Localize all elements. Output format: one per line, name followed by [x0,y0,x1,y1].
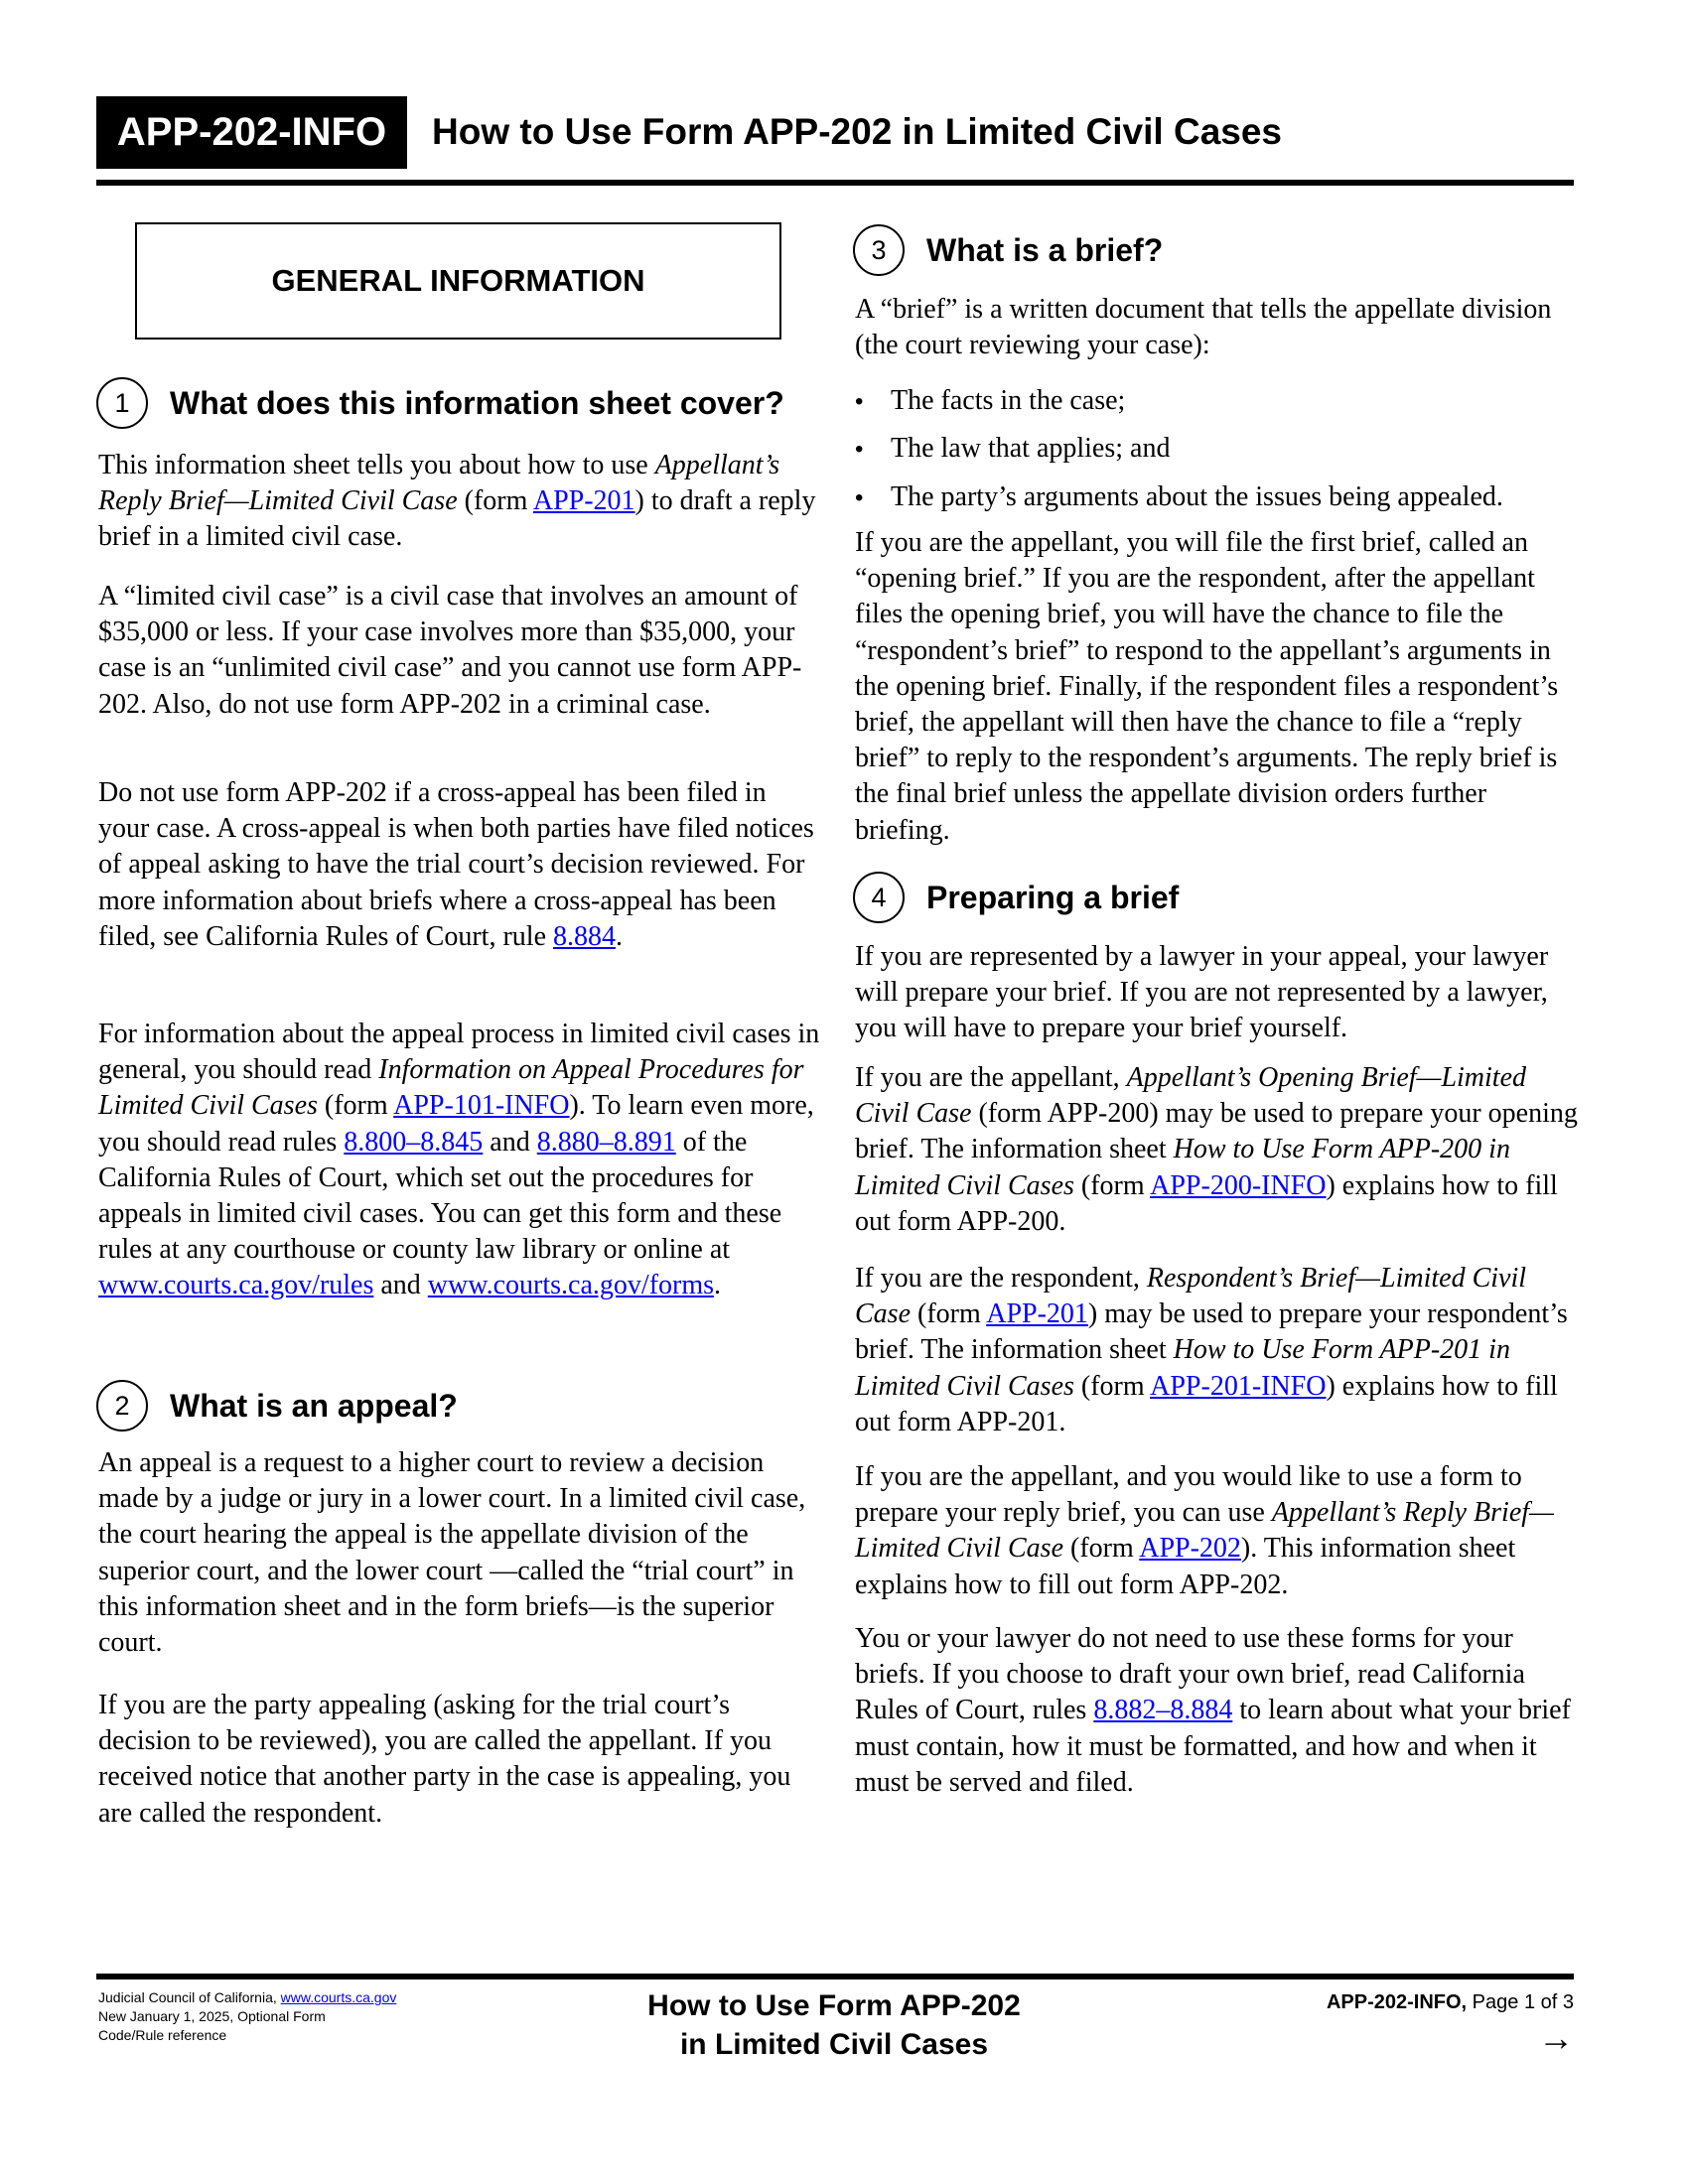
section-4-heading [853,872,1179,923]
link-app-201-info[interactable]: APP-201-INFO [1150,1370,1327,1402]
text: ) may be used to prepare your respondent’s brief. The information sheet [855,1298,1568,1366]
bullet-item [855,383,1125,420]
section-title: What does this information sheet cover? [170,385,784,421]
form-title: Information on Appeal Procedures for Limited Civil Cases [98,1054,804,1122]
link-app-101-info[interactable]: APP-101-INFO [393,1090,570,1122]
section-title: What is a brief? [926,232,1164,268]
s1-paragraph-2: A “limited civil case” is a civil case that involves an amount of $35,000 or less. If your case involves more than $35,000, your case is an “unlimited civil case” and you cannot use form APP-202. Also, do not use form APP-202 in a criminal case. [98,581,802,720]
link-courts-forms[interactable]: www.courts.ca.gov/forms [427,1270,715,1301]
footer-title [586,1986,1082,2064]
link-app-202[interactable]: APP-202 [1139,1533,1241,1565]
section-number-circle: 3 [853,224,905,276]
bullet-text: The party’s arguments about the issues being appealed. [891,481,1503,512]
s4-paragraph-5 [855,1621,1578,1801]
next-page-arrow-icon: → [1538,2017,1574,2058]
text: If you are the respondent, [855,1263,1147,1294]
page-number: Page 1 of 3 [1467,1991,1574,2013]
text: ). This information sheet explains how to fill out form APP-202. [855,1533,1516,1600]
link-app-201[interactable]: APP-201 [986,1298,1088,1330]
form-title: Appellant’s Reply Brief—Limited Civil Case [98,450,780,517]
s4-paragraph-4 [855,1459,1578,1603]
s4-paragraph-1: If you are represented by a lawyer in your appeal, your lawyer will prepare your brief. If you are not represented by a lawyer, you will have to prepare your brief yourself. [855,941,1549,1044]
text: of the California Rules of Court, which set out the procedures for appeals in limited civil cases. You can get this form and these rules at any courthouse or county law library or online at [98,1126,782,1266]
text: (form [911,1298,987,1330]
text: (form [317,1090,394,1122]
link-rules-8-882[interactable]: 8.882–8.884 [1093,1695,1233,1726]
form-title: How to Use Form APP-200 in Limited Civil Cases [855,1134,1510,1201]
text: For information about the appeal process in limited civil cases in general, you should read [98,1019,820,1086]
s4-paragraph-3 [855,1261,1578,1440]
text: (form [1073,1370,1151,1402]
s3-paragraph-1: A “brief” is a written document that tells the appellate division (the court reviewing your case): [855,294,1552,361]
text: ) to draft a reply brief in a limited civil case. [98,485,816,553]
link-rules-8-880[interactable]: 8.880–8.891 [536,1126,676,1158]
footer-title-line-1: How to Use Form APP-202 [647,1989,1021,2022]
text: and [373,1270,428,1301]
link-rule-8-884[interactable]: 8.884 [553,920,616,952]
footer-org: Judicial Council of California, [98,1989,281,2005]
text: (form [1073,1169,1151,1201]
footer-date: New January 1, 2025, Optional Form [98,2008,326,2024]
link-rules-8-800[interactable]: 8.800–8.845 [344,1126,484,1158]
s1-paragraph-4 [98,1017,821,1304]
s1-paragraph-1 [98,448,821,556]
text: You or your lawyer do not need to use these forms for your briefs. If you choose to draft your own brief, read California Rules of Court, rules [855,1623,1525,1726]
s4-paragraph-2 [855,1060,1578,1240]
bullet-icon: • [855,484,864,511]
footer-rule [96,1974,1574,1979]
text: (form [1063,1533,1140,1565]
footer-form-id: APP-202-INFO, [1326,1991,1468,2013]
section-number-circle: 2 [96,1380,148,1432]
text: Do not use form APP-202 if a cross-appeal has been filed in your case. A cross-appeal is when both parties have filed notices of appeal asking to have the trial court’s decision reviewed. For more information about briefs where a cross-appeal has been filed, see California Rules of Court, rule [98,777,814,952]
form-title: How to Use Form APP-201 in Limited Civil Cases [855,1334,1510,1402]
section-2-heading [96,1380,458,1432]
text: to learn about what your brief must contain, how it must be formatted, and how and when it must be served and filed. [855,1695,1571,1798]
bullet-item [855,431,1170,468]
footer-courts-link[interactable]: www.courts.ca.gov [280,1989,397,2005]
link-app-201[interactable]: APP-201 [532,485,635,517]
footer-page-info [1327,1988,1574,2060]
document-title: How to Use Form APP-202 in Limited Civil Cases [432,111,1283,152]
footer-title-line-2: in Limited Civil Cases [679,2028,989,2061]
footer-rule-reference: Code/Rule reference [98,2027,227,2043]
text: If you are the appellant, and you would like to use a form to prepare your reply brief, you can use [855,1461,1522,1529]
text: (form [457,485,533,517]
form-title: Appellant’s Reply Brief—Limited Civil Case [855,1497,1554,1565]
header-rule [96,180,1574,186]
section-number-circle: 1 [96,377,148,429]
section-title: What is an appeal? [170,1388,458,1424]
bullet-icon: • [855,388,864,415]
footer-info [98,1988,396,2045]
text: This information sheet tells you about how to use [98,450,655,480]
form-id-badge: APP-202-INFO [96,96,407,169]
form-title: Respondent’s Brief—Limited Civil Case [855,1263,1527,1330]
general-information-heading: GENERAL INFORMATION [271,263,645,298]
bullet-text: The law that applies; and [891,433,1171,464]
form-title: Appellant’s Opening Brief—Limited Civil Case [855,1062,1527,1130]
s2-paragraph-1: An appeal is a request to a higher court to review a decision made by a judge or jury in a lower court. In a limited civil case, the court hearing the appeal is the appellate division of the superior court, and the lower court —called the “trial court” in this information sheet and in the form briefs—is the superior court. [98,1447,806,1659]
text: If you are the appellant, [855,1062,1127,1093]
text: . [714,1270,722,1301]
text: ) explains how to fill out form APP-200. [855,1169,1558,1237]
section-title: Preparing a brief [926,880,1180,915]
bullet-text: The facts in the case; [891,385,1126,416]
s1-paragraph-3 [98,775,821,955]
link-app-200-info[interactable]: APP-200-INFO [1150,1169,1327,1201]
text: ) explains how to fill out form APP-201. [855,1370,1558,1437]
text: and [483,1126,537,1158]
s3-paragraph-2: If you are the appellant, you will file the first brief, called an “opening brief.” If you are the respondent, after the appellant files the opening brief, you will have the chance to file the “respondent’s brief” to respond to the appellant’s arguments in the opening brief. Finally, if the respondent files a respondent’s brief, the appellant will then have the chance to file a “reply brief” to reply to the respondent’s arguments. The reply brief is the final brief unless the appellate division orders further briefing. [855,527,1559,846]
general-information-box [135,222,781,340]
bullet-item [855,479,1503,516]
text: (form APP-200) may be used to prepare your opening brief. The information sheet [855,1098,1578,1165]
section-3-heading [853,224,1163,276]
bullet-icon: • [855,436,864,463]
text: ). To learn even more, you should read rules [98,1090,814,1158]
section-number-circle: 4 [853,872,905,923]
s2-paragraph-2: If you are the party appealing (asking for the trial court’s decision to be reviewed), you are called the appellant. If you received notice that another party in the case is appealing, you are called the respondent. [98,1690,791,1829]
section-1-heading [96,377,784,429]
text: . [616,920,623,952]
link-courts-rules[interactable]: www.courts.ca.gov/rules [98,1270,374,1301]
